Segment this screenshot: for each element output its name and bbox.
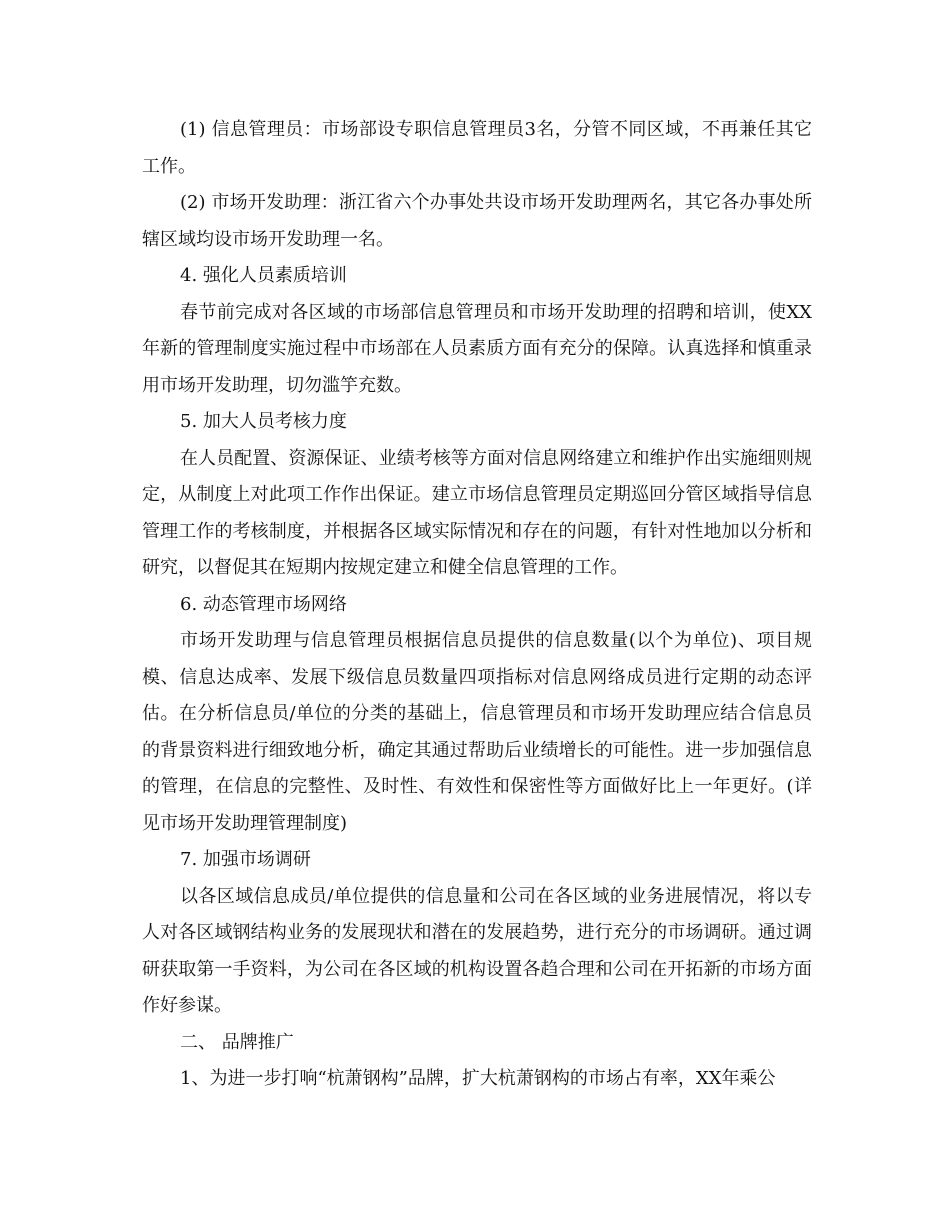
paragraph-dynamic-management: 市场开发助理与信息管理员根据信息员提供的信息数量(以个为单位)、项目规模、信息达成率、发展下级信息员数量四项指标对信息网络成员进行定期的动态评估。在分析信息员/单位的分类的基础上，信息管理员和市场开发助理应结合信息员的背景资料进行细致地分析，确定其通过帮助后业绩增长的可能性。进一步加强信息的管理，在信息的完整性、及时性、有效性和保密性等方面做好比上一年更好。(详见市场开发助理管理制度) (142, 630, 812, 834)
paragraph-info-manager: (1) 信息管理员：市场部设专职信息管理员3名，分管不同区域，不再兼任其它工作。 (142, 119, 812, 177)
paragraph-market-assistant: (2) 市场开发助理：浙江省六个办事处共设市场开发助理两名，其它各办事处所辖区域均设市场开发助理一名。 (142, 192, 812, 250)
section-heading-7: 7. 加强市场调研 (180, 849, 311, 870)
paragraph-assessment: 在人员配置、资源保证、业绩考核等方面对信息网络建立和维护作出实施细则规定，从制度上对此项工作作出保证。建立市场信息管理员定期巡回分管区域指导信息管理工作的考核制度，并根据各区域实际情况和存在的问题，有针对性地加以分析和研究，以督促其在短期内按规定建立和健全信息管理的工作。 (142, 447, 812, 578)
section-heading-6: 6. 动态管理市场网络 (180, 593, 347, 615)
section-heading-brand: 二、 品牌推广 (180, 1031, 294, 1053)
paragraph-brand-promotion: 1、为进一步打响“杭萧钢构”品牌，扩大杭萧钢构的市场占有率，XX年乘公 (180, 1068, 776, 1089)
document-page (142, 112, 812, 1098)
section-heading-4: 4. 强化人员素质培训 (180, 265, 347, 286)
paragraph-training: 春节前完成对各区域的市场部信息管理员和市场开发助理的招聘和培训，使XX年新的管理制度实施过程中市场部在人员素质方面有充分的保障。认真选择和慎重录用市场开发助理，切勿滥竽充数。 (142, 301, 812, 396)
section-heading-5: 5. 加大人员考核力度 (180, 411, 347, 432)
paragraph-market-research: 以各区域信息成员/单位提供的信息量和公司在各区域的业务进展情况，将以专人对各区域钢结构业务的发展现状和潜在的发展趋势，进行充分的市场调研。通过调研获取第一手资料，为公司在各区域的机构设置各趋合理和公司在开拓新的市场方面作好参谋。 (142, 885, 812, 1016)
